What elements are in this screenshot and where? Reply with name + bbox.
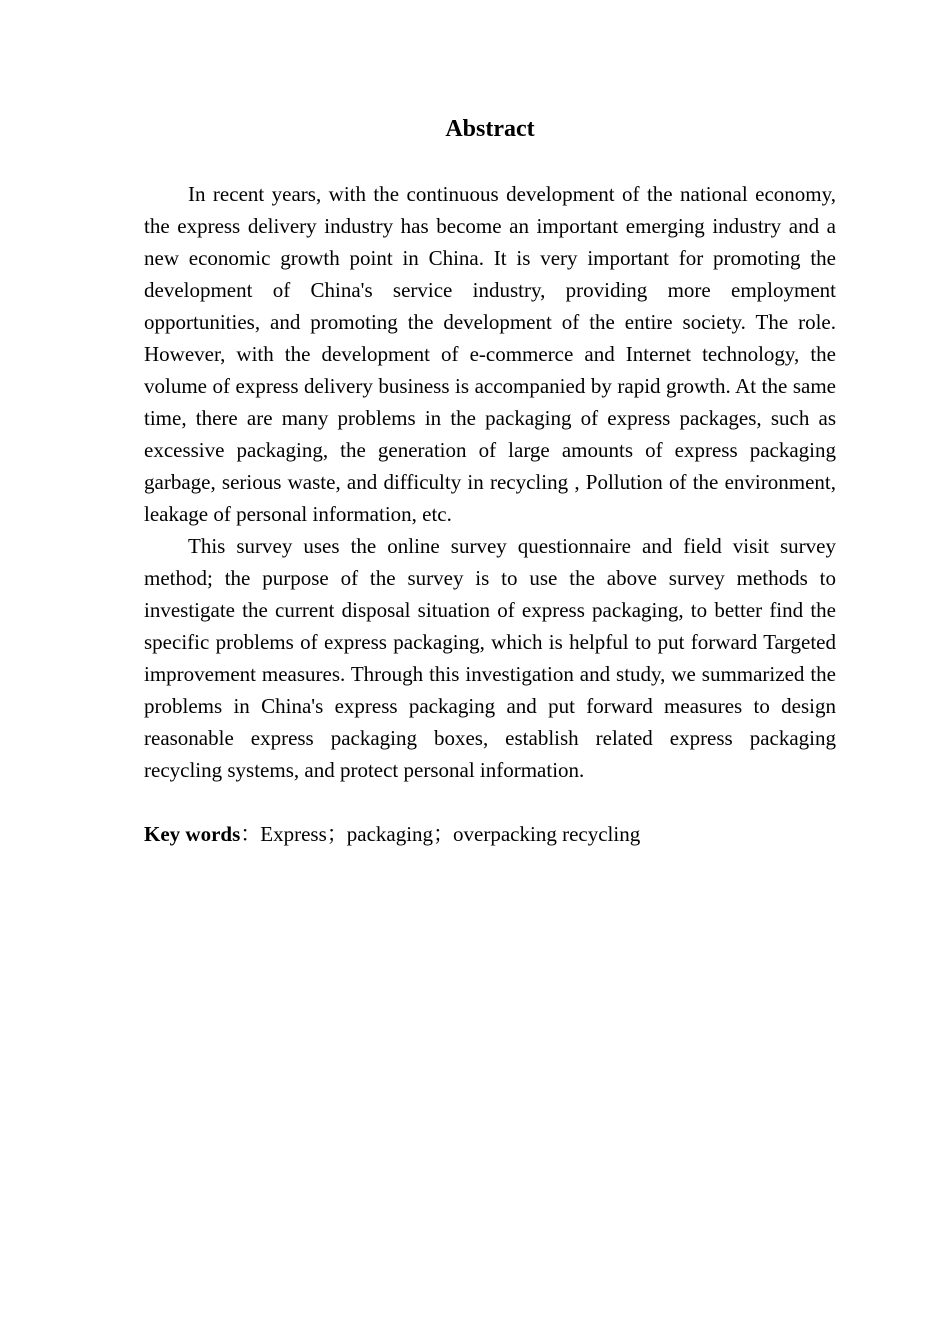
keyword-separator: ； [326, 822, 348, 846]
keyword-separator: ； [433, 822, 455, 846]
abstract-body [144, 178, 836, 786]
keywords-label: Key words [144, 822, 241, 846]
page-title: Abstract [445, 116, 535, 142]
keyword-item: Express [260, 822, 327, 846]
keywords-line [144, 818, 836, 850]
abstract-paragraph-2: This survey uses the online survey questionnaire and field visit survey method; the purpose of the survey is to use the above survey methods to investigate the current disposal situation of express packaging, to better find the specific problems of express packaging, which is helpful to put forward Targeted improvement measures. Through this investigation and study, we summarized the problems in China's express packaging and put forward measures to design reasonable express packaging boxes, establish related express packaging recycling systems, and protect personal information. [144, 534, 836, 782]
keyword-item: overpacking recycling [453, 822, 641, 846]
keyword-item: packaging [346, 822, 434, 846]
abstract-paragraph-1: In recent years, with the continuous development of the national economy, the express delivery industry has become an important emerging industry and a new economic growth point in China. It is very important for promoting the development of China's service industry, providing more employment opportunities, and promoting the development of the entire society. The role. However, with the development of e-commerce and Internet technology, the volume of express delivery business is accompanied by rapid growth. At the same time, there are many problems in the packaging of express packages, such as excessive packaging, the generation of large amounts of express packaging garbage, serious waste, and difficulty in recycling , Pollution of the environment, leakage of personal information, etc. [144, 182, 836, 526]
keywords-label-separator: ： [240, 822, 262, 846]
document-content [144, 110, 836, 850]
